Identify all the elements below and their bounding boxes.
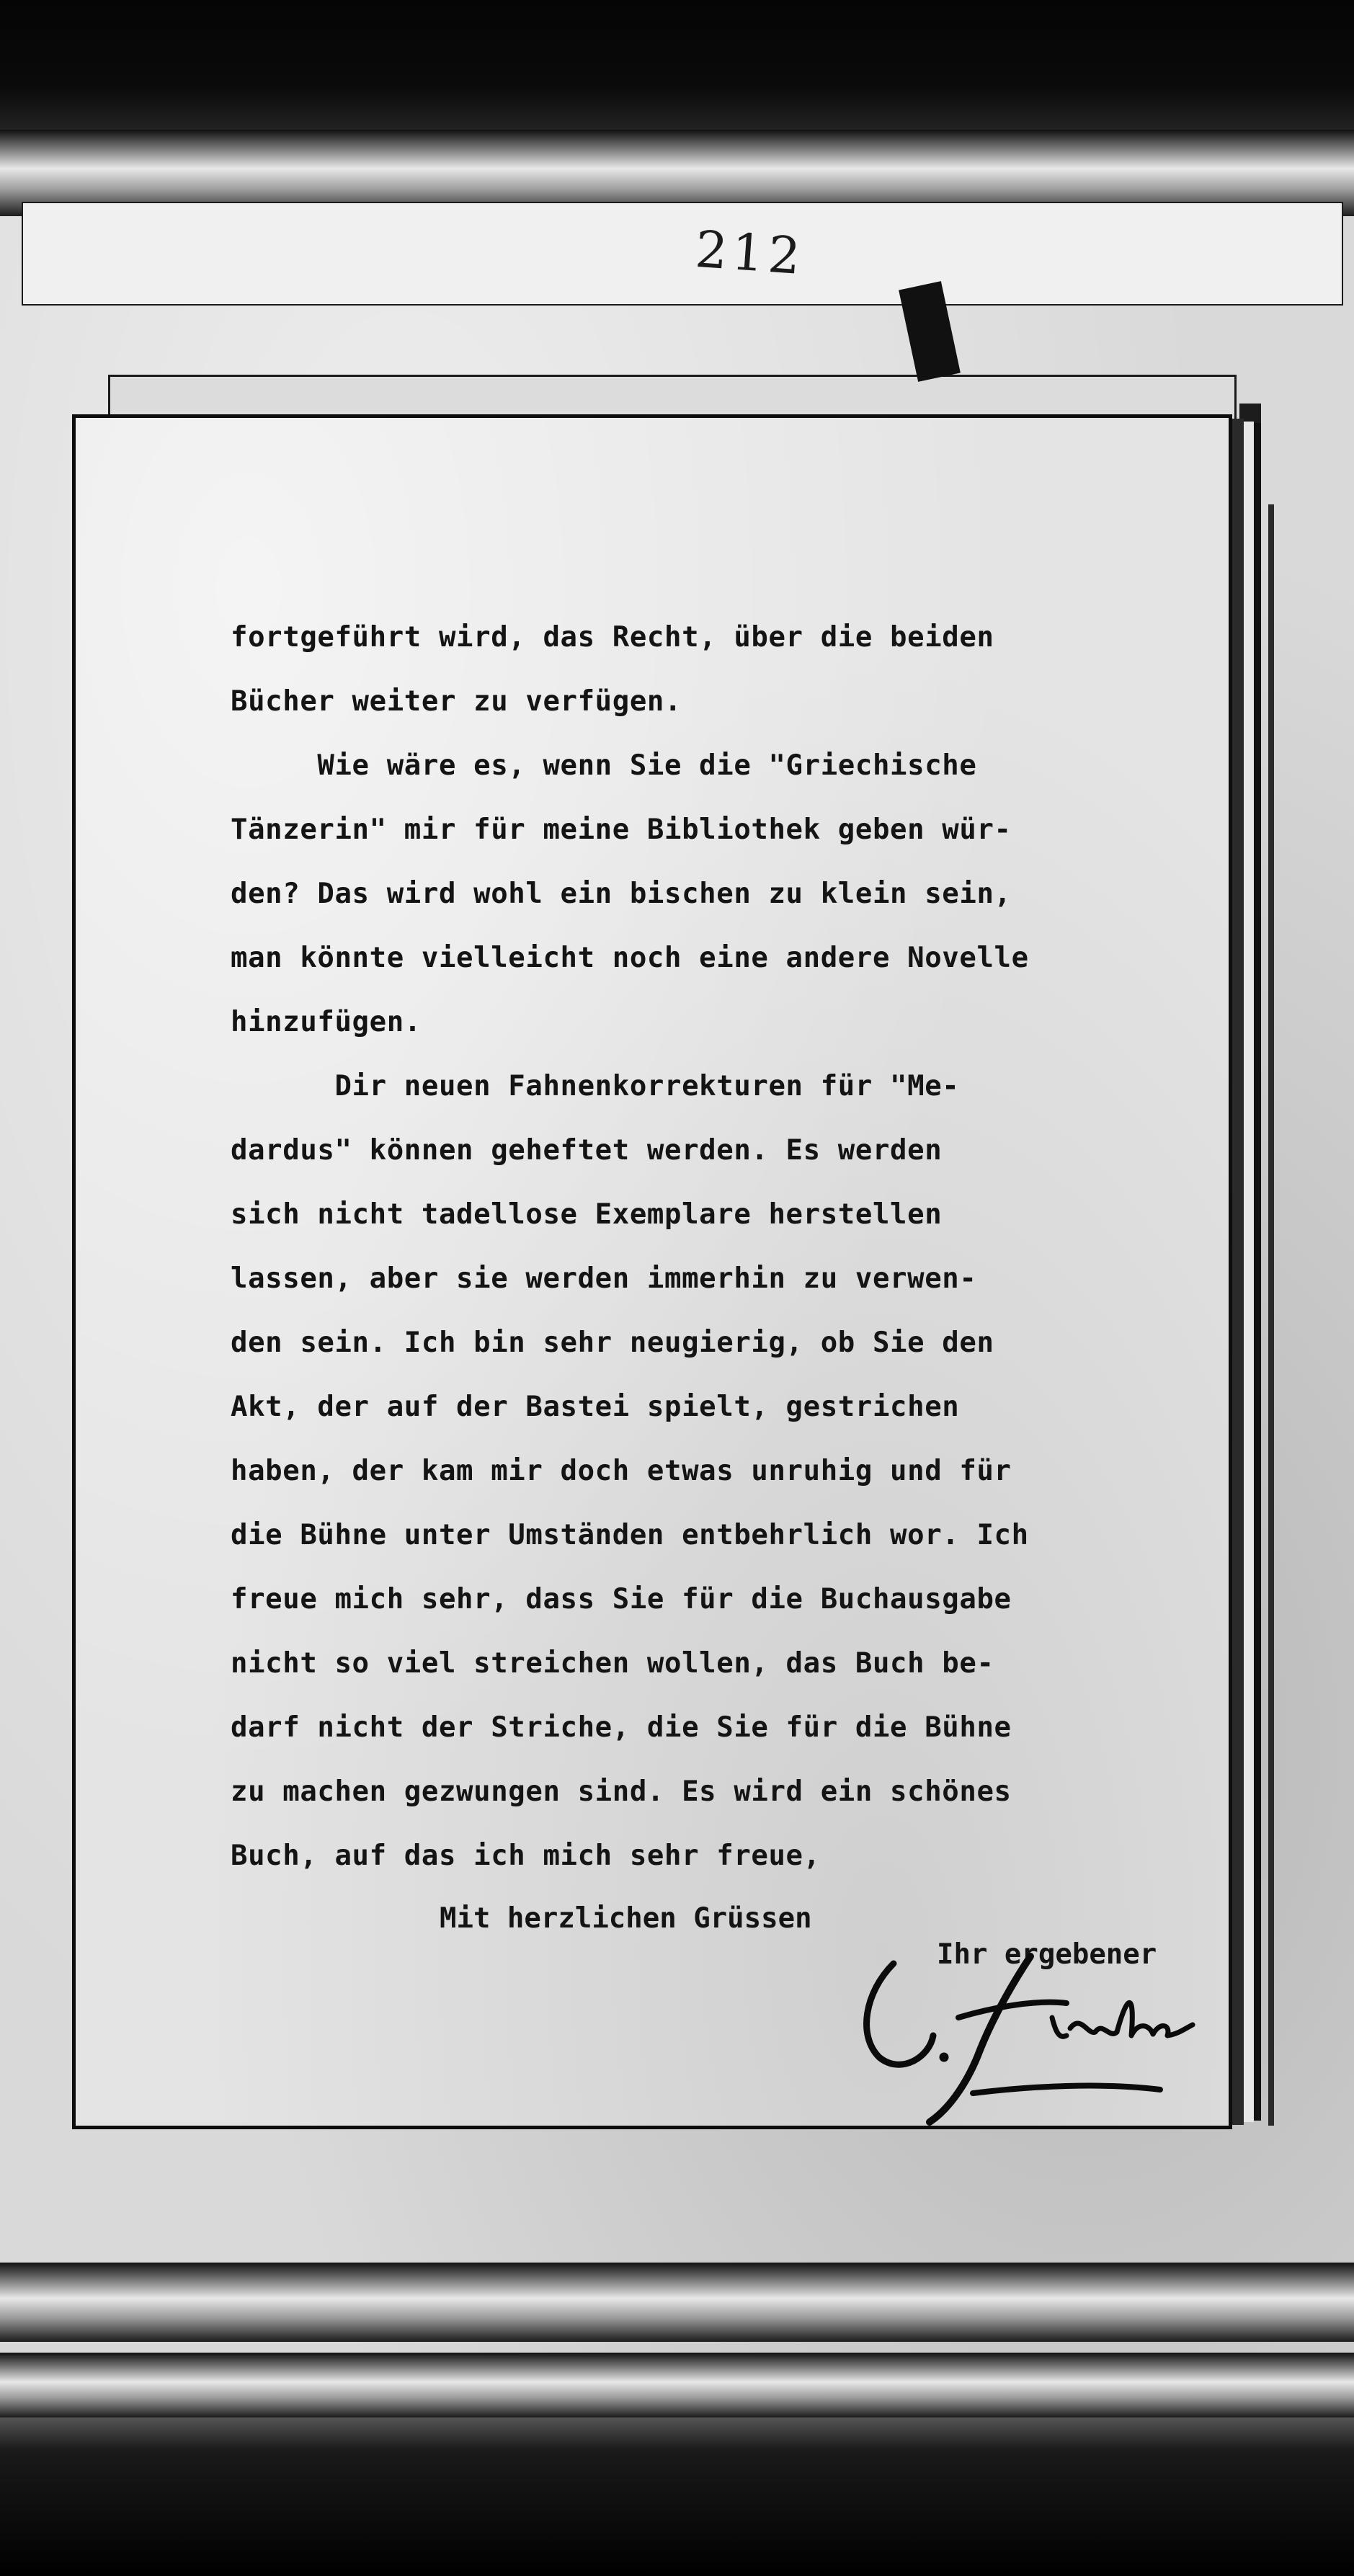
closing-greeting: Mit herzlichen Grüssen bbox=[440, 1902, 812, 1935]
bottom-fold bbox=[0, 2263, 1354, 2342]
page-number: 212 bbox=[693, 219, 807, 287]
body-line: lassen, aber sie werden immerhin zu verwen- bbox=[231, 1262, 977, 1295]
body-line: fortgeführt wird, das Recht, über die beiden bbox=[231, 621, 994, 654]
body-line: haben, der kam mir doch etwas unruhig und für bbox=[231, 1455, 1012, 1487]
body-line: sich nicht tadellose Exemplare herstellen bbox=[231, 1198, 943, 1231]
right-sheet-edge bbox=[1239, 404, 1261, 2118]
body-line: den? Das wird wohl ein bischen zu klein sein, bbox=[231, 878, 1012, 910]
body-line: zu machen gezwungen sind. Es wird ein schönes bbox=[231, 1775, 1012, 1808]
body-line: darf nicht der Striche, die Sie für die Bühne bbox=[231, 1711, 1012, 1744]
letter-body bbox=[231, 605, 1225, 1888]
body-line: dardus" können geheftet werden. Es werden bbox=[231, 1134, 943, 1167]
handwritten-signature bbox=[850, 1949, 1196, 2136]
body-line: nicht so viel streichen wollen, das Buch be- bbox=[231, 1647, 994, 1680]
body-line: den sein. Ich bin sehr neugierig, ob Sie den bbox=[231, 1327, 994, 1359]
bottom-fold-2 bbox=[0, 2353, 1354, 2417]
body-line: Bücher weiter zu verfügen. bbox=[231, 685, 682, 718]
body-line: Wie wäre es, wenn Sie die "Griechische bbox=[231, 749, 977, 782]
body-line: Dir neuen Fahnenkorrekturen für "Me- bbox=[231, 1070, 960, 1102]
body-line: hinzufügen. bbox=[231, 1006, 422, 1038]
body-line: Buch, auf das ich mich sehr freue, bbox=[231, 1840, 821, 1872]
underlying-sheet-top bbox=[22, 202, 1343, 306]
body-line: die Bühne unter Umständen entbehrlich wor. Ich bbox=[231, 1519, 1029, 1551]
right-sheet-line bbox=[1268, 504, 1274, 2126]
valediction: Ihr ergebener bbox=[937, 1938, 1157, 1971]
body-line: Tänzerin" mir für meine Bibliothek geben wür- bbox=[231, 814, 1012, 846]
body-line: Akt, der auf der Bastei spielt, gestrichen bbox=[231, 1391, 960, 1423]
body-line: man könnte vielleicht noch eine andere Novelle bbox=[231, 942, 1029, 974]
body-line: freue mich sehr, dass Sie für die Buchausgabe bbox=[231, 1583, 1012, 1615]
